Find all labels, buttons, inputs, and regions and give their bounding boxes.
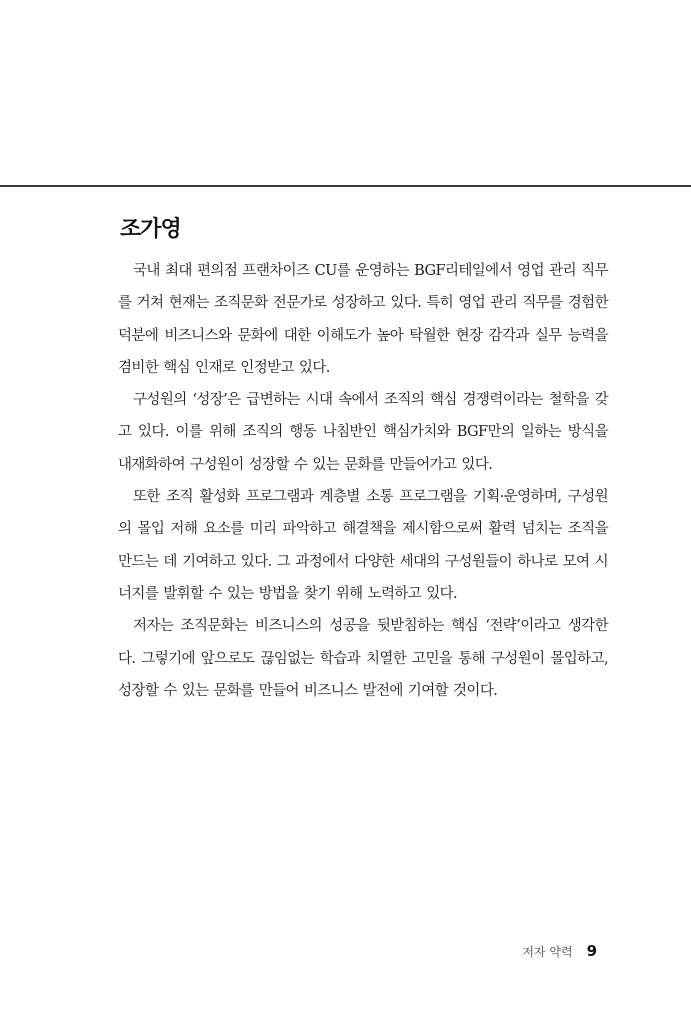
page-number: 9 [586, 942, 597, 960]
bio-paragraph: 저자는 조직문화는 비즈니스의 성공을 뒷받침하는 핵심 ‘전략’이라고 생각한다. 그렇기에 앞으로도 끊임없는 학습과 치열한 고민을 통해 구성원이 몰입하고, 성장할 수 있는 문화를 만들어 비즈니스 발전에 기여할 것이다. [118, 618, 608, 699]
section-label: 저자 약력 [522, 945, 573, 959]
page-footer [522, 942, 597, 960]
author-name-heading: 조가영 [120, 217, 181, 242]
bio-paragraph: 구성원의 ‘성장’은 급변하는 시대 속에서 조직의 핵심 경쟁력이라는 철학을 갖고 있다. 이를 위해 조직의 행동 나침반인 핵심가치와 BGF만의 일하는 방식을 내재화하여 구성원이 성장할 수 있는 문화를 만들어가고 있다. [118, 392, 608, 473]
top-divider-rule [0, 185, 691, 187]
bio-paragraph: 국내 최대 편의점 프랜차이즈 CU를 운영하는 BGF리테일에서 영업 관리 직무를 거쳐 현재는 조직문화 전문가로 성장하고 있다. 특히 영업 관리 직무를 경험한 덕분에 비즈니스와 문화에 대한 이해도가 높아 탁월한 현장 감각과 실무 능력을 겸비한 핵심 인재로 인정받고 있다. [118, 263, 608, 376]
bio-paragraph: 또한 조직 활성화 프로그램과 계층별 소통 프로그램을 기획·운영하며, 구성원의 몰입 저해 요소를 미리 파악하고 해결책을 제시함으로써 활력 넘치는 조직을 만드는 데 기여하고 있다. 그 과정에서 다양한 세대의 구성원들이 하나로 모여 시너지를 발휘할 수 있는 방법을 찾기 위해 노력하고 있다. [118, 489, 608, 602]
author-bio [118, 255, 608, 707]
